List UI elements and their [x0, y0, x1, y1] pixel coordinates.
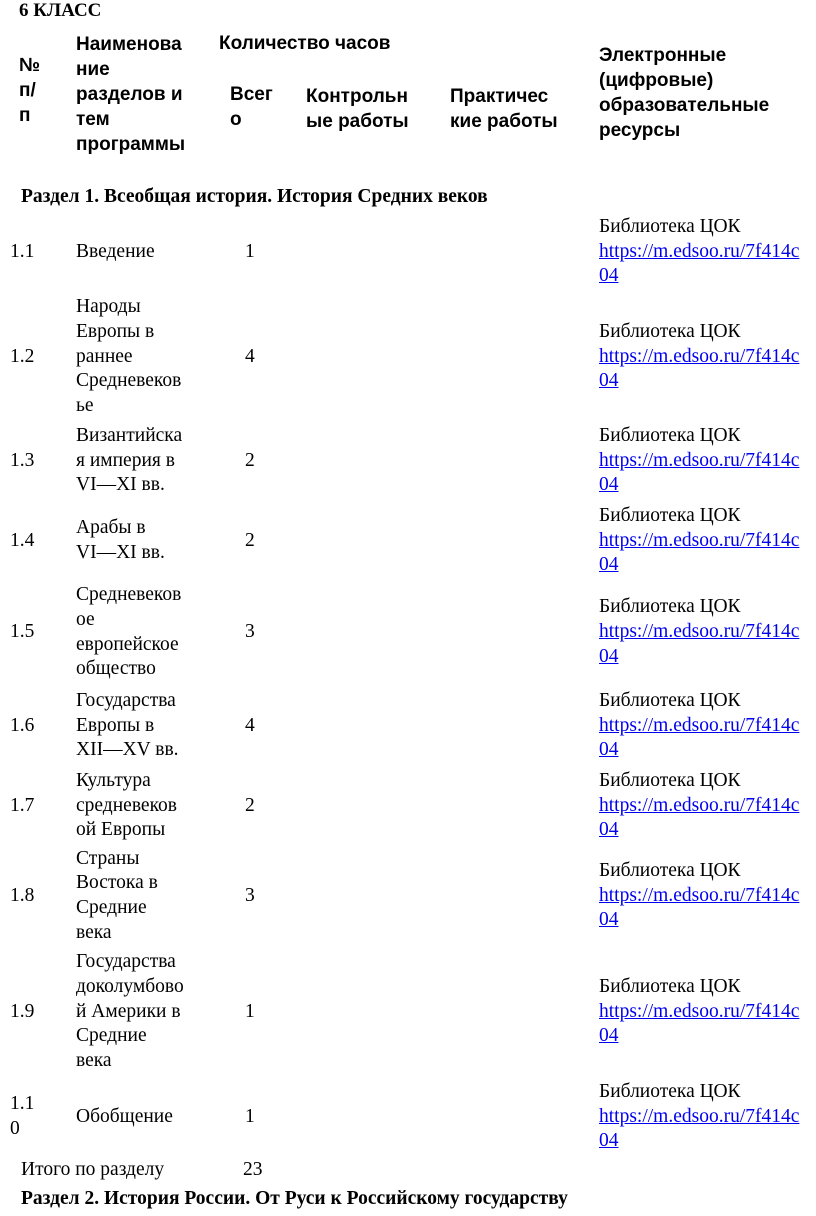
- resource-link[interactable]: https://m.edsoo.ru/7f414c04: [599, 794, 800, 841]
- row-resources: [599, 948, 809, 1076]
- row-hours: 1: [245, 1105, 255, 1127]
- header-control: Контрольн ые работы: [306, 86, 409, 132]
- row-resources: [599, 686, 809, 766]
- resource-link[interactable]: https://m.edsoo.ru/7f414c04: [599, 1105, 800, 1152]
- row-name: Государства Европы в XII—XV вв.: [76, 689, 179, 761]
- row-name: Государства доколумбово й Америки в Средние века: [76, 951, 184, 1072]
- section-1-title: Раздел 1. Всеобщая история. История Средних веков: [21, 186, 488, 207]
- row-name: Арабы в VI—XI вв.: [76, 517, 165, 563]
- resource-label: Библиотека ЦОК: [599, 320, 741, 342]
- table-row: [0, 846, 816, 946]
- row-hours: 1: [245, 240, 255, 262]
- row-number: 1.3: [10, 449, 35, 471]
- row-name: Страны Востока в Средние века: [76, 847, 158, 943]
- resource-link[interactable]: https://m.edsoo.ru/7f414c04: [599, 240, 800, 287]
- table-row: [0, 212, 816, 292]
- resource-label: Библиотека ЦОК: [599, 215, 741, 237]
- resource-link[interactable]: https://m.edsoo.ru/7f414c04: [599, 449, 800, 496]
- row-hours: 4: [245, 714, 255, 736]
- row-resources: [599, 502, 809, 580]
- row-hours: 3: [245, 621, 255, 643]
- resource-link[interactable]: https://m.edsoo.ru/7f414c04: [599, 714, 800, 761]
- header-name: Наименова ние разделов и тем программы: [76, 34, 186, 155]
- row-resources: [599, 1078, 809, 1156]
- table-row: [0, 422, 816, 500]
- row-resources: [599, 846, 809, 946]
- row-name: Народы Европы в раннее Средневеков ье: [76, 296, 182, 417]
- section-total-label: Итого по разделу: [21, 1159, 165, 1180]
- row-number: 1.8: [10, 884, 35, 906]
- table-row: [0, 1078, 816, 1156]
- header-hours-group: Количество часов: [219, 33, 391, 54]
- resource-label: Библиотека ЦОК: [599, 424, 741, 446]
- resource-link[interactable]: https://m.edsoo.ru/7f414c04: [599, 884, 800, 931]
- resource-link[interactable]: https://m.edsoo.ru/7f414c04: [599, 621, 800, 667]
- resource-label: Библиотека ЦОК: [599, 596, 741, 618]
- table-row: [0, 502, 816, 580]
- row-number: 1.4: [10, 529, 35, 551]
- row-number: 1.2: [10, 345, 35, 367]
- row-hours: 2: [245, 529, 255, 551]
- table-row: [0, 580, 816, 685]
- row-hours: 2: [245, 794, 255, 816]
- header-number: № п/ п: [19, 55, 41, 126]
- row-name: Средневеков ое европейское общество: [76, 584, 182, 680]
- resource-label: Библиотека ЦОК: [599, 975, 741, 997]
- page-title: 6 КЛАСС: [19, 0, 102, 21]
- row-resources: [599, 293, 809, 421]
- row-hours: 4: [245, 345, 255, 367]
- row-number: 1.5: [10, 621, 35, 643]
- header-resources: Электронные (цифровые) образовательные ресурсы: [599, 45, 770, 141]
- row-name: Введение: [76, 240, 155, 262]
- resource-link[interactable]: https://m.edsoo.ru/7f414c04: [599, 1000, 800, 1047]
- row-name: Византийска я империя в VI—XI вв.: [76, 424, 183, 496]
- row-resources: [599, 580, 809, 685]
- row-resources: [599, 766, 809, 846]
- section-2-title: Раздел 2. История России. От Руси к Российскому государству: [21, 1188, 568, 1209]
- resource-link[interactable]: https://m.edsoo.ru/7f414c04: [599, 345, 800, 392]
- row-number: 1.1: [10, 240, 35, 262]
- row-resources: [599, 422, 809, 500]
- header-total: Всег о: [230, 84, 273, 130]
- resource-link[interactable]: https://m.edsoo.ru/7f414c04: [599, 529, 800, 576]
- row-number: 1.6: [10, 714, 35, 736]
- resource-label: Библиотека ЦОК: [599, 769, 741, 791]
- row-name: Обобщение: [76, 1105, 173, 1127]
- header-practical: Практичес кие работы: [450, 86, 558, 132]
- table-row: [0, 293, 816, 421]
- resource-label: Библиотека ЦОК: [599, 1080, 741, 1102]
- row-hours: 2: [245, 449, 255, 471]
- table-row: [0, 948, 816, 1076]
- table-row: [0, 766, 816, 846]
- resource-label: Библиотека ЦОК: [599, 504, 741, 526]
- table-row: [0, 686, 816, 766]
- resource-label: Библиотека ЦОК: [599, 689, 741, 711]
- row-hours: 1: [245, 1000, 255, 1022]
- row-number: 1.9: [10, 1000, 35, 1022]
- row-number: 1.7: [10, 794, 35, 816]
- row-resources: [599, 212, 809, 292]
- section-total-value: 23: [243, 1159, 263, 1180]
- row-number: 1.1 0: [10, 1093, 35, 1139]
- row-name: Культура средневеков ой Европы: [76, 769, 178, 841]
- row-hours: 3: [245, 884, 255, 906]
- resource-label: Библиотека ЦОК: [599, 859, 741, 881]
